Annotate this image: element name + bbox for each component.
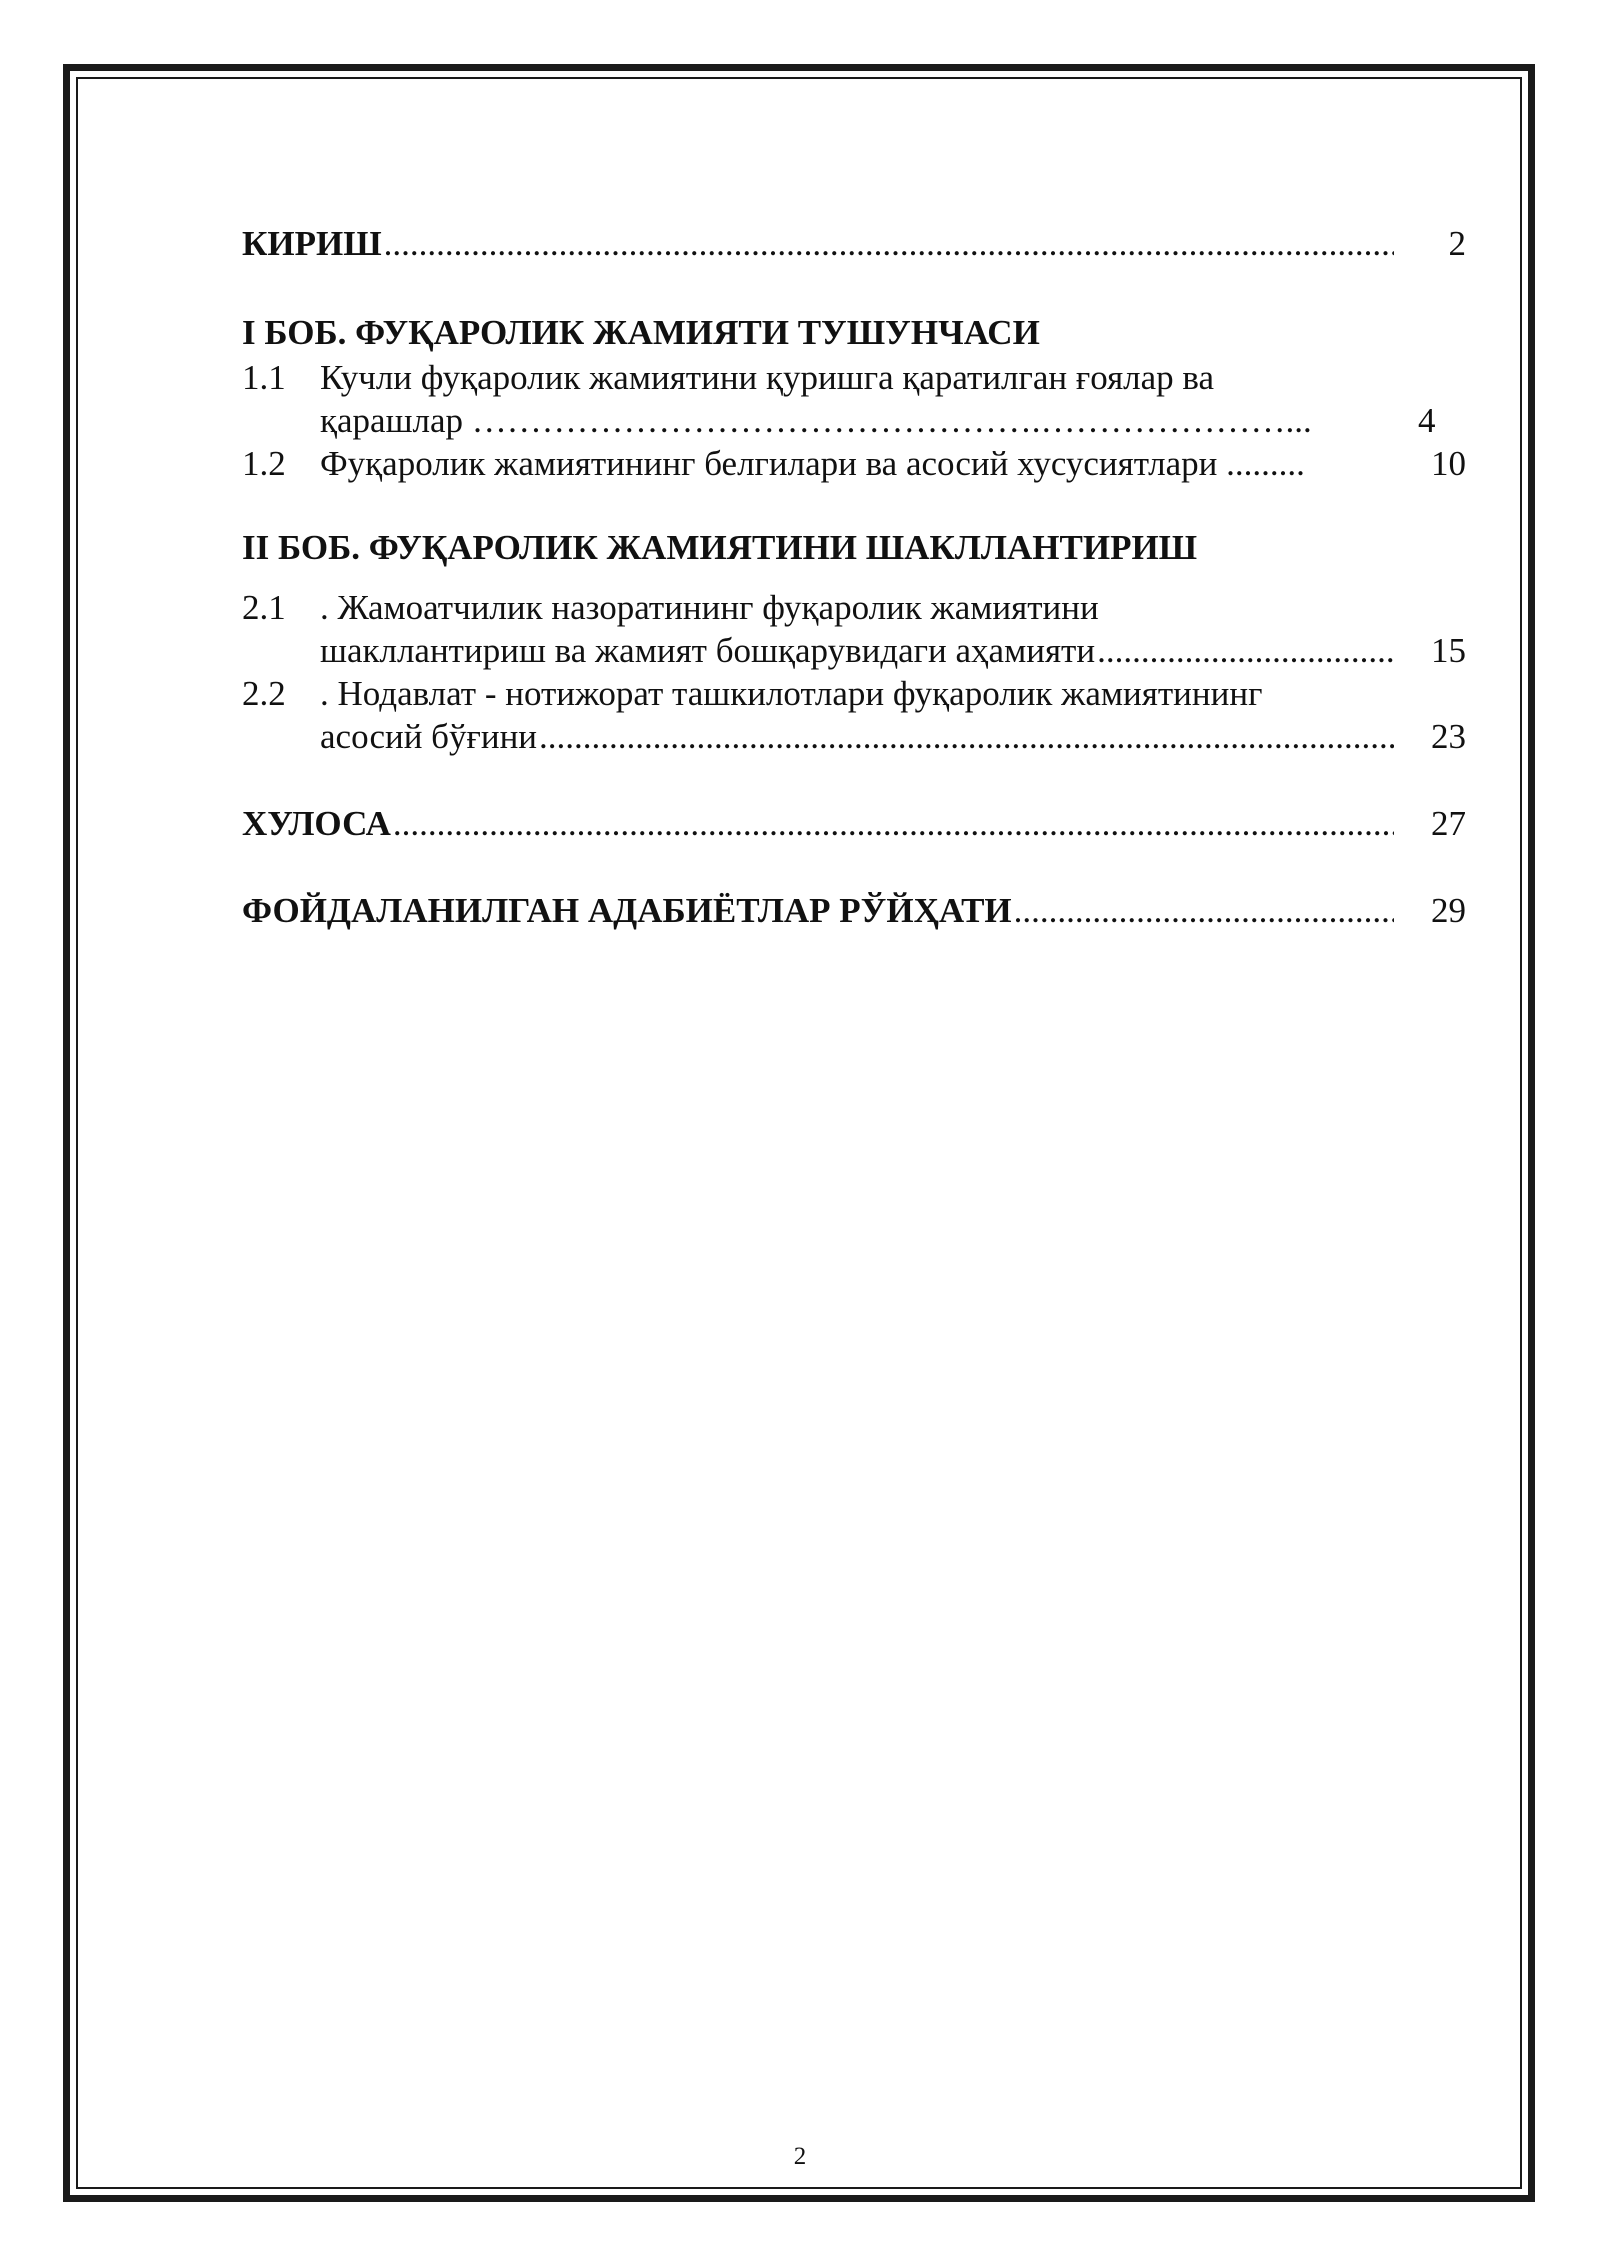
toc-entry-2-2-continued[interactable]	[242, 715, 1466, 758]
table-of-contents	[242, 222, 1466, 932]
toc-entry-label: Фуқаролик жамиятининг белгилари ва асосий хусусиятлари .........	[320, 444, 1305, 483]
section-number: 1.2	[242, 444, 286, 483]
spacer	[242, 845, 1466, 889]
toc-entry-2-2[interactable]	[242, 672, 1466, 715]
toc-entry-label: . Нодавлат - нотижорат ташкилотлари фуқаролик жамиятининг	[320, 674, 1263, 713]
toc-page-number: 10	[1431, 444, 1466, 483]
toc-entry-1-2[interactable]	[242, 442, 1466, 485]
toc-entry-label-continued: қарашлар ………………………………………….…………………...	[320, 401, 1312, 440]
toc-entry-label: ХУЛОСА	[242, 804, 391, 843]
spacer	[242, 265, 1466, 310]
toc-entry-references[interactable]	[242, 889, 1466, 932]
chapter-1-title[interactable]	[242, 310, 1466, 356]
toc-entry-2-1-continued[interactable]	[242, 629, 1466, 672]
toc-page-number: 29	[1431, 891, 1466, 930]
chapter-2-title[interactable]	[242, 525, 1466, 571]
toc-entry-label: . Жамоатчилик назоратининг фуқаролик жамиятини	[320, 588, 1099, 627]
dot-leader	[539, 715, 1394, 758]
toc-entry-label: Кучли фуқаролик жамиятини қуришга қаратилган ғоялар ва	[320, 358, 1215, 397]
toc-entry-label: КИРИШ	[242, 224, 382, 263]
toc-entry-conclusion[interactable]	[242, 802, 1466, 845]
toc-page-number: 27	[1431, 804, 1466, 843]
toc-page-number: 15	[1431, 631, 1466, 670]
toc-page-number: 23	[1431, 717, 1466, 756]
dot-leader	[393, 802, 1394, 845]
section-number: 2.2	[242, 674, 286, 713]
section-number: 2.1	[242, 588, 286, 627]
toc-entry-label: ФОЙДАЛАНИЛГАН АДАБИЁТЛАР РЎЙҲАТИ	[242, 891, 1012, 930]
toc-entry-1-1-continued[interactable]	[242, 399, 1466, 442]
toc-entry-2-1[interactable]	[242, 586, 1466, 629]
toc-page-number: 2	[1448, 224, 1466, 263]
dot-leader	[384, 222, 1394, 265]
chapter-title-text: II БОБ. ФУҚАРОЛИК ЖАМИЯТИНИ ШАКЛЛАНТИРИШ	[242, 528, 1198, 567]
page-number: 2	[793, 2143, 807, 2170]
toc-entry-1-1[interactable]	[242, 356, 1466, 399]
toc-page-number: 4	[1418, 401, 1436, 440]
dot-leader	[1097, 629, 1394, 672]
toc-entry-intro[interactable]	[242, 222, 1466, 265]
dot-leader	[1014, 889, 1394, 932]
toc-entry-label-continued: шакллантириш ва жамият бошқарувидаги аҳамияти	[320, 631, 1096, 670]
spacer	[242, 485, 1466, 525]
spacer	[242, 758, 1466, 802]
section-number: 1.1	[242, 358, 286, 397]
spacer	[242, 571, 1466, 586]
chapter-title-text: I БОБ. ФУҚАРОЛИК ЖАМИЯТИ ТУШУНЧАСИ	[242, 313, 1040, 352]
toc-entry-label-continued: асосий бўғини	[320, 717, 538, 756]
